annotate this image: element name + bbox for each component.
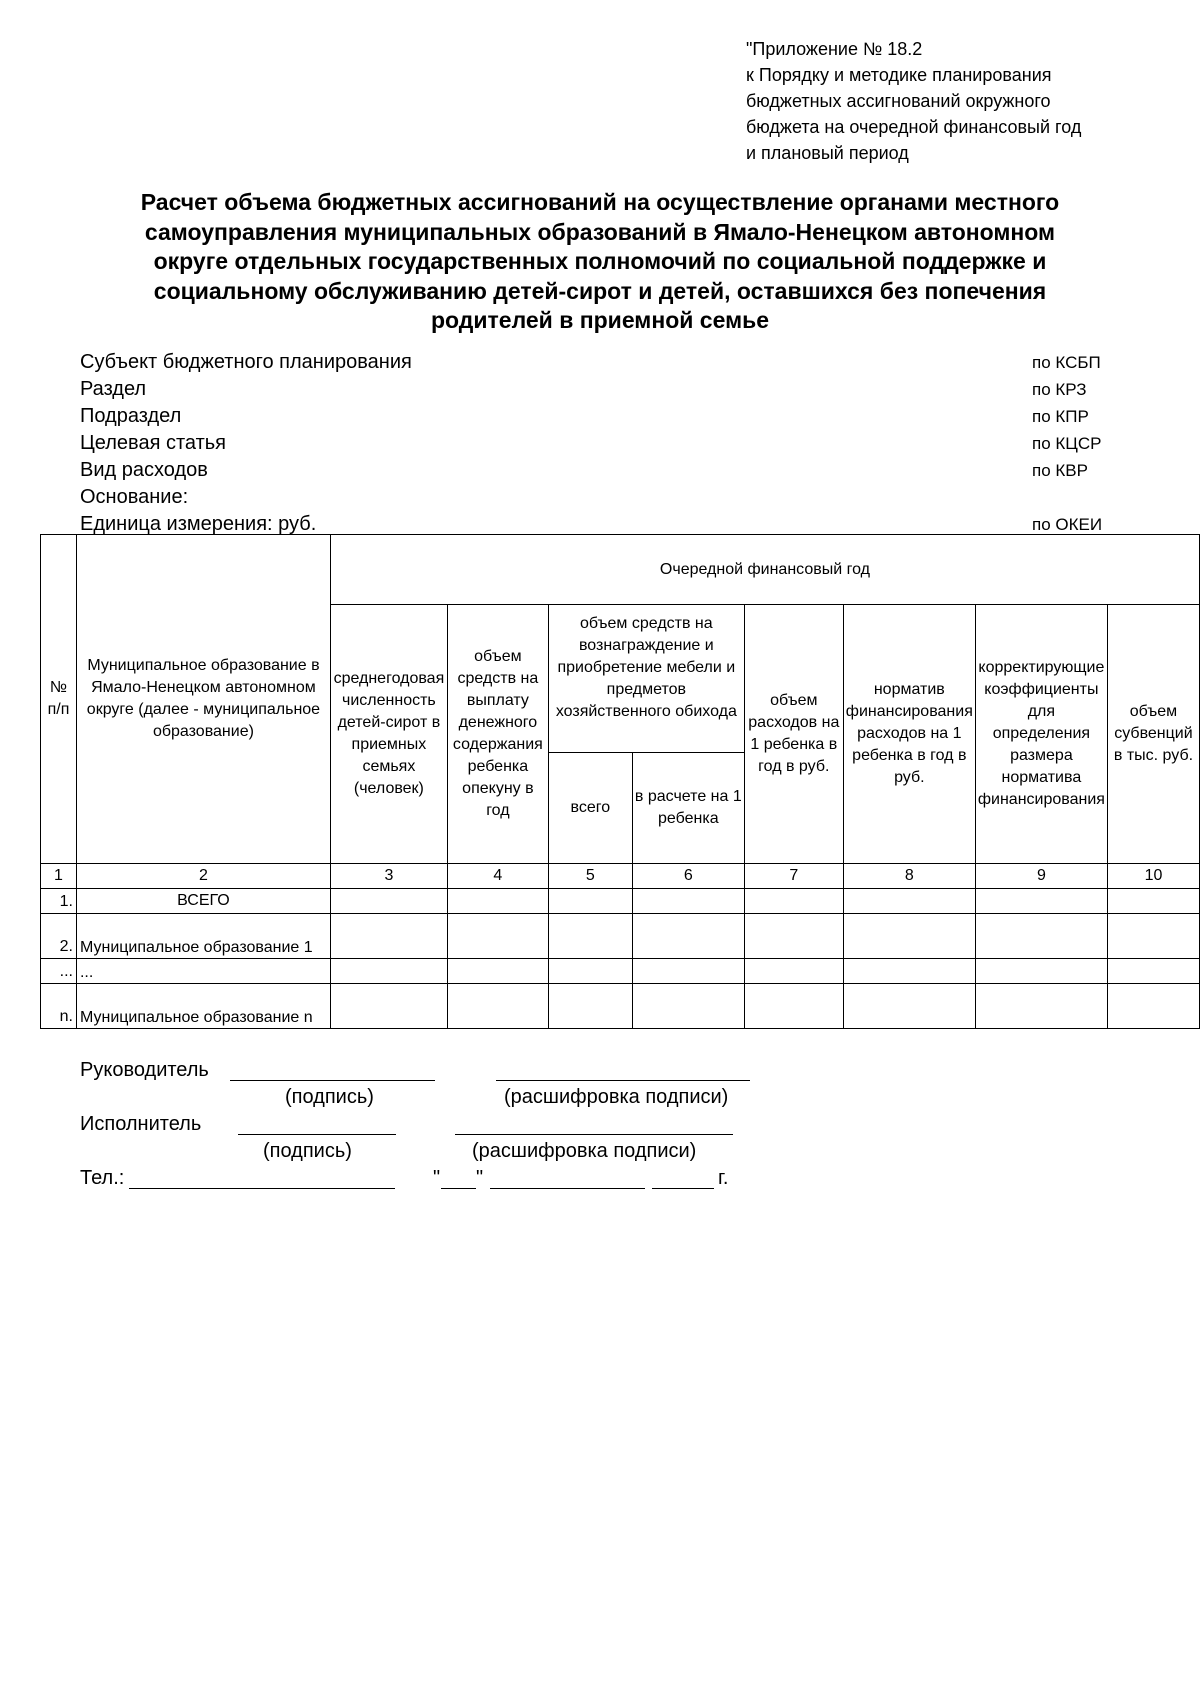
table-cell	[548, 889, 632, 914]
table-cell	[632, 984, 744, 1029]
table-cell	[632, 914, 744, 959]
table-cell	[975, 889, 1107, 914]
table-cell	[843, 889, 975, 914]
table-cell	[843, 914, 975, 959]
row-name: ВСЕГО	[76, 889, 330, 914]
date-month-line[interactable]	[490, 1188, 645, 1189]
executor-signature-line[interactable]	[238, 1134, 396, 1135]
date-day-line[interactable]	[441, 1188, 476, 1189]
title-line: социальному обслуживанию детей-сирот и детей, оставшихся без попечения	[153, 277, 1047, 304]
table-cell	[744, 914, 843, 959]
header-per-child: в расчете на 1 ребенка	[632, 753, 744, 864]
table-row	[41, 889, 1200, 914]
executor-signature-caption: (подпись)	[263, 1140, 352, 1162]
header-guardian-pay: объем средств на выплату денежного содержания ребенка опекуну в год	[447, 605, 548, 864]
executor-decoding-caption: (расшифровка подписи)	[472, 1140, 697, 1162]
table-cell	[1107, 984, 1199, 1029]
meta-label-basis: Основание:	[80, 486, 189, 508]
column-number: 3	[330, 864, 447, 889]
row-name: ...	[76, 959, 330, 984]
meta-label-section: Раздел	[80, 378, 147, 400]
header-expense-per-child: объем расходов на 1 ребенка в год в руб.	[744, 605, 843, 864]
date-quote-open: "	[433, 1167, 441, 1189]
column-number: 6	[632, 864, 744, 889]
table-row	[41, 959, 1200, 984]
head-signature-line[interactable]	[230, 1080, 435, 1081]
head-decoding-caption: (расшифровка подписи)	[504, 1086, 729, 1108]
table-row	[41, 984, 1200, 1029]
table-cell	[975, 984, 1107, 1029]
row-name: Муниципальное образование n	[76, 984, 330, 1029]
meta-code-kvr: по КВР	[1032, 461, 1088, 480]
meta-label-subject: Субъект бюджетного планирования	[80, 351, 412, 373]
phone-line[interactable]	[129, 1188, 395, 1189]
meta-code-kpr: по КПР	[1032, 407, 1089, 426]
column-number: 4	[447, 864, 548, 889]
appendix-line: "Приложение № 18.2	[746, 39, 923, 59]
table-cell	[1107, 914, 1199, 959]
table-cell	[548, 959, 632, 984]
calculation-table	[40, 534, 1200, 1029]
head-label: Руководитель	[80, 1059, 209, 1081]
table-cell	[330, 914, 447, 959]
table-cell	[632, 959, 744, 984]
title-line: Расчет объема бюджетных ассигнований на осуществление органами местного	[140, 189, 1060, 215]
row-num: n.	[41, 984, 77, 1029]
row-name: Муниципальное образование 1	[76, 914, 330, 959]
table-cell	[548, 984, 632, 1029]
title-line: самоуправления муниципальных образований в Ямало-Ненецком автономном	[144, 218, 1056, 245]
table-cell	[744, 889, 843, 914]
appendix-line: и плановый период	[746, 143, 909, 163]
header-num: № п/п	[41, 535, 77, 864]
table-cell	[744, 959, 843, 984]
meta-code-okei: по ОКЕИ	[1032, 515, 1103, 534]
meta-label-subsection: Подраздел	[80, 405, 182, 427]
meta-code-krz: по КРЗ	[1032, 380, 1087, 399]
table-cell	[447, 914, 548, 959]
row-num: 1.	[41, 889, 77, 914]
column-number: 1	[41, 864, 77, 889]
header-reward-furniture: объем средств на вознаграждение и приобретение мебели и предметов хозяйственного обихода	[548, 605, 744, 753]
meta-label-target-article: Целевая статья	[80, 432, 226, 454]
appendix-line: бюджетных ассигнований окружного	[746, 91, 1051, 111]
appendix-line: бюджета на очередной финансовый год	[746, 117, 1082, 137]
header-subvention: объем субвенций в тыс. руб.	[1107, 605, 1199, 864]
header-next-year: Очередной финансовый год	[330, 535, 1199, 605]
row-num: ...	[41, 959, 77, 984]
appendix-line: к Порядку и методике планирования	[746, 65, 1052, 85]
meta-code-ksbp: по КСБП	[1032, 353, 1101, 372]
title-line: родителей в приемной семье	[430, 307, 770, 333]
date-quote-close: "	[476, 1167, 484, 1189]
meta-code-kcsr: по КЦСР	[1032, 434, 1102, 453]
table-cell	[843, 959, 975, 984]
header-avg-count: среднегодовая численность детей-сирот в приемных семьях (человек)	[330, 605, 447, 864]
table-cell	[843, 984, 975, 1029]
head-signature-caption: (подпись)	[285, 1086, 374, 1108]
title-line: округе отдельных государственных полномочий по социальной поддержке и	[153, 248, 1047, 274]
column-number: 8	[843, 864, 975, 889]
column-number: 7	[744, 864, 843, 889]
header-municipality: Муниципальное образование в Ямало-Ненецком автономном округе (далее - муниципальное образование)	[76, 535, 330, 864]
column-number: 10	[1107, 864, 1199, 889]
column-number: 9	[975, 864, 1107, 889]
header-coefficients: корректирующие коэффициенты для определения размера норматива финансирования	[975, 605, 1107, 864]
head-decoding-line[interactable]	[496, 1080, 750, 1081]
table-cell	[975, 914, 1107, 959]
meta-label-expense-type: Вид расходов	[80, 459, 208, 481]
table-cell	[632, 889, 744, 914]
table-cell	[1107, 959, 1199, 984]
meta-label-unit: Единица измерения: руб.	[80, 513, 317, 535]
table-cell	[548, 914, 632, 959]
table-cell	[447, 959, 548, 984]
phone-label: Тел.:	[80, 1167, 125, 1189]
table-cell	[744, 984, 843, 1029]
row-num: 2.	[41, 914, 77, 959]
executor-decoding-line[interactable]	[455, 1134, 733, 1135]
column-number: 5	[548, 864, 632, 889]
appendix-header	[746, 36, 1166, 166]
date-year-line[interactable]	[652, 1188, 714, 1189]
executor-label: Исполнитель	[80, 1113, 202, 1135]
table-cell	[447, 889, 548, 914]
document-title	[70, 188, 1130, 336]
column-number: 2	[76, 864, 330, 889]
year-suffix: г.	[718, 1167, 729, 1189]
table-cell	[447, 984, 548, 1029]
header-total: всего	[548, 753, 632, 864]
table-cell	[330, 959, 447, 984]
table-cell	[1107, 889, 1199, 914]
table-cell	[330, 889, 447, 914]
table-cell	[330, 984, 447, 1029]
table-cell	[975, 959, 1107, 984]
header-norm-per-child: норматив финансирования расходов на 1 ребенка в год в руб.	[843, 605, 975, 864]
table-row	[41, 914, 1200, 959]
